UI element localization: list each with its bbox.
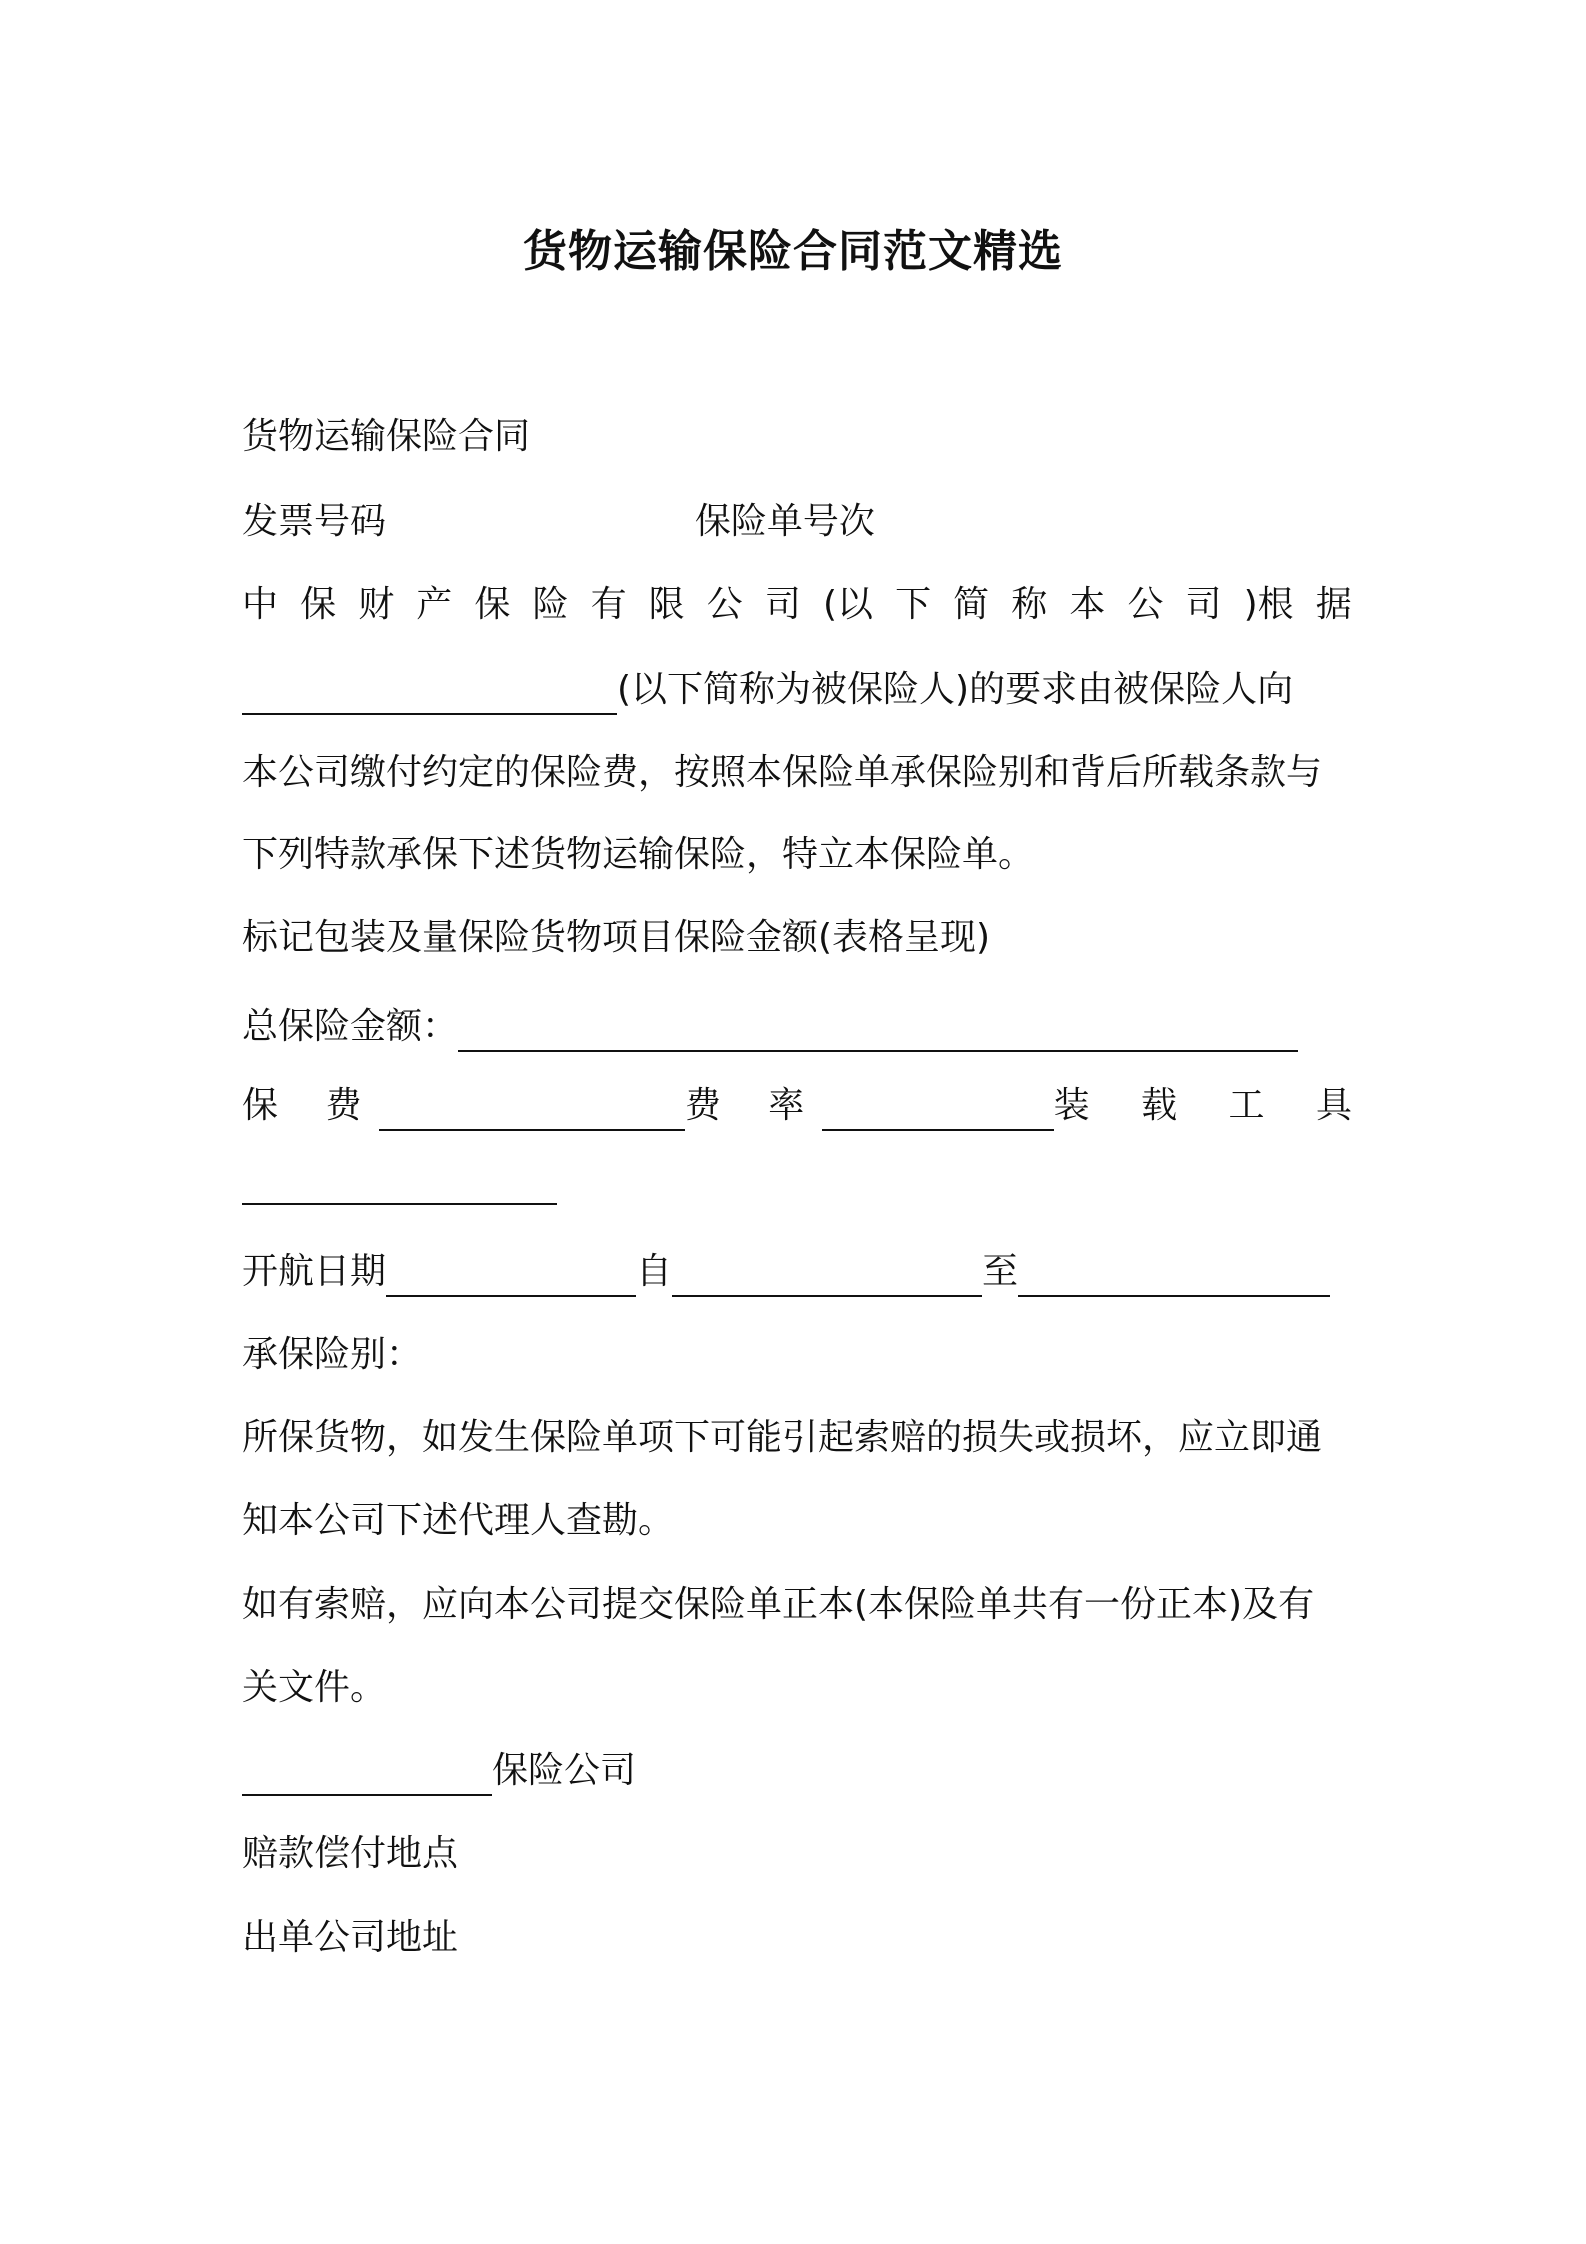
intro-char: 产 (416, 584, 453, 625)
departure-row (242, 1247, 1352, 1297)
notice-line-2: 知本公司下述代理人查勘。 (242, 1500, 675, 1541)
rate-blank[interactable] (822, 1093, 1053, 1131)
invoice-policy-row (242, 497, 1352, 547)
total-amount-row (242, 1002, 1352, 1052)
intro-line-2-text: (以下简称为被保险人)的要求由被保险人向 (617, 669, 1294, 710)
intro-char: 公 (706, 584, 743, 625)
intro-char: 据 (1315, 584, 1352, 625)
intro-char: 险 (532, 584, 569, 625)
insurer-row (242, 1746, 1352, 1796)
intro-char: 下 (895, 584, 932, 625)
claim-line-2: 关文件。 (242, 1667, 387, 1708)
intro-char: 有 (590, 584, 627, 625)
contract-heading: 货物运输保险合同 (242, 416, 531, 457)
invoice-number-label: 发票号码 (242, 501, 387, 542)
departure-date-blank[interactable] (386, 1259, 636, 1297)
intro-line-1 (242, 580, 1352, 630)
total-amount-blank[interactable] (458, 1014, 1298, 1052)
items-line: 标记包装及量保险货物项目保险金额(表格呈现) (242, 917, 991, 958)
intro-char: 司 (764, 584, 801, 625)
intro-char: )根 (1243, 584, 1294, 625)
insurer-name-blank[interactable] (242, 1758, 492, 1796)
intro-char: 本 (1069, 584, 1106, 625)
from-label: 自 (636, 1251, 673, 1292)
coverage-label: 承保险别： (242, 1334, 423, 1375)
total-amount-label: 总保险金额： (242, 1006, 459, 1047)
intro-char: 限 (648, 584, 685, 625)
intro-char: 保 (474, 584, 511, 625)
intro-char: 简 (953, 584, 990, 625)
intro-char: 保 (300, 584, 337, 625)
claim-line-1: 如有索赔，应向本公司提交保险单正本(本保险单共有一份正本)及有 (242, 1584, 1315, 1625)
insurer-suffix: 保险公司 (492, 1750, 637, 1791)
premium-blank[interactable] (379, 1093, 684, 1131)
from-blank[interactable] (672, 1259, 982, 1297)
intro-char: 司 (1185, 584, 1222, 625)
premium-rate-row (242, 1081, 1372, 1131)
intro-line-4: 下列特款承保下述货物运输保险，特立本保险单。 (242, 834, 1035, 875)
premium-label: 保 费 (242, 1085, 380, 1126)
issuer-address: 出单公司地址 (242, 1917, 459, 1958)
to-blank[interactable] (1018, 1259, 1330, 1297)
intro-char: 财 (358, 584, 395, 625)
document-title: 货物运输保险合同范文精选 (523, 226, 1063, 277)
conveyance-label: 装 载 工 具 (1053, 1085, 1372, 1126)
intro-line-2 (242, 665, 1352, 715)
intro-char: 中 (242, 584, 279, 625)
claim-place: 赔款偿付地点 (242, 1833, 459, 1874)
conveyance-blank[interactable] (242, 1167, 557, 1205)
intro-char: (以 (822, 584, 873, 625)
insured-name-blank[interactable] (242, 677, 617, 715)
intro-char: 公 (1127, 584, 1164, 625)
intro-char: 称 (1011, 584, 1048, 625)
to-label: 至 (982, 1251, 1019, 1292)
notice-line-1: 所保货物，如发生保险单项下可能引起索赔的损失或损坏，应立即通 (242, 1417, 1323, 1458)
rate-label: 费 率 (684, 1085, 823, 1126)
policy-number-label: 保险单号次 (694, 501, 875, 542)
intro-line-3: 本公司缴付约定的保险费，按照本保险单承保险别和背后所载条款与 (242, 752, 1323, 793)
departure-label: 开航日期 (242, 1251, 387, 1292)
conveyance-blank-row (242, 1167, 1352, 1219)
